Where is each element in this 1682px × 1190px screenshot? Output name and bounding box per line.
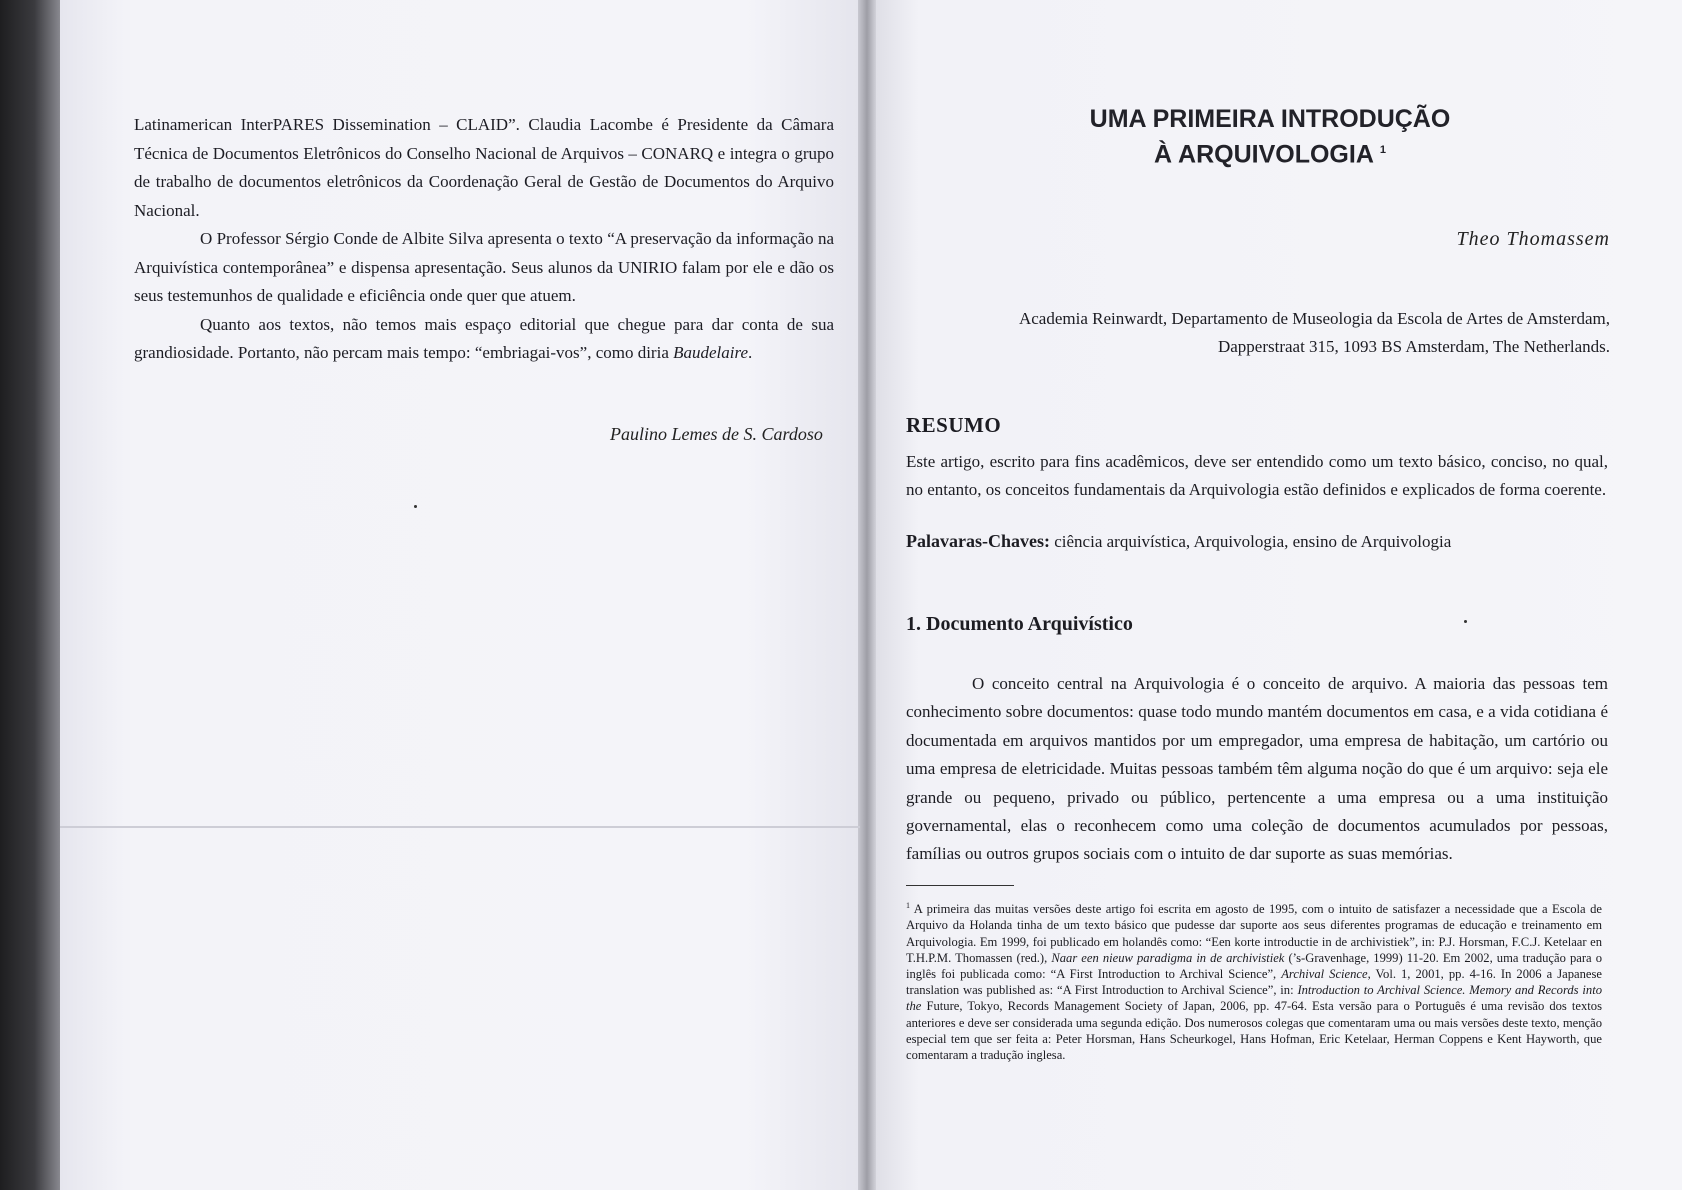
footnote	[906, 898, 1602, 1063]
body-paragraph: O conceito central na Arquivologia é o conceito de arquivo. A maioria das pessoas tem conhecimento sobre documentos: quase todo mundo mantém documentos em casa, e a vida cotidiana é documentada em arquivos mantidos por um empregador, uma empresa de habitação, um cartório ou uma empresa de eletricidade. Muitas pessoas também têm alguma noção do que é um arquivo: seja ele grande ou pequeno, privado ou público, pertencente a uma empresa ou a uma instituição governamental, elas o reconhecem como uma coleção de documentos acumulados por pessoas, famílias ou outros grupos sociais com o intuito de dar suporte as suas memórias.	[906, 674, 1608, 864]
footnote-mark: 1	[906, 901, 910, 910]
footnote-text-2: (’s-Gravenhage, 1999) 11-20. Em 2002, uma tradução para o inglês foi publicada como: “A First Introduction to Archival Science”,	[906, 950, 1602, 981]
body-text	[906, 670, 1608, 869]
title-line-1: UMA PRIMEIRA INTRODUÇÃO	[1089, 105, 1451, 133]
speck	[414, 505, 417, 508]
keywords-label: Palavaras-Chaves:	[906, 531, 1050, 551]
scanner-edge	[0, 0, 62, 1190]
keywords-text: ciência arquivística, Arquivologia, ensino de Arquivologia	[1049, 532, 1452, 551]
affiliation	[970, 305, 1610, 361]
left-paragraph-3-text: Quanto aos textos, não temos mais espaço editorial que chegue para dar conta de sua grandiosidade. Portanto, não percam mais tempo: “embriagai-vos”, como diria	[134, 314, 834, 362]
left-paragraph-1: Latinamerican InterPARES Dissemination – CLAID”. Claudia Lacombe é Presidente da Câmara Técnica de Documentos Eletrônicos do Conselho Nacional de Arquivos – CONARQ e integra o grupo de trabalho de documentos eletrônicos da Coordenação Geral de Gestão de Documentos do Arquivo Nacional.	[134, 115, 834, 220]
resumo-heading: RESUMO	[906, 413, 1002, 437]
book-gutter	[858, 0, 876, 1190]
page-fold-line	[60, 826, 860, 828]
left-text-block	[134, 111, 834, 368]
resumo-text: Este artigo, escrito para fins acadêmicos, deve ser entendido como um texto básico, conciso, no qual, no entanto, os conceitos fundamentais da Arquivologia estão definidos e explicados de forma coerente.	[906, 452, 1608, 499]
footnote-italic-2: Archival Science	[1281, 967, 1368, 981]
left-paragraph-3-italic: Baudelaire	[673, 343, 749, 362]
speck	[1464, 620, 1467, 623]
section-heading: 1. Documento Arquivístico	[906, 613, 1133, 635]
footnote-text-1: A primeira das muitas versões deste artigo foi escrita em agosto de 1995, com o intuito de satisfazer a necessidade que a Escola de Arquivo da Holanda tinha de um texto básico que pudesse dar suporte aos seus diferentes programas de educação e treinamento em Arquivologia. Em 1999, foi publicado em holandês como: “Een korte introductie in de archivistiek”, in: P.J. Horsman, F.C.J. Ketelaar en T.H.P.M. Thomassen (red.),	[906, 902, 1602, 965]
affiliation-line-2: Dapperstraat 315, 1093 BS Amsterdam, The Netherlands.	[1217, 337, 1610, 356]
footnote-text-4: Future, Tokyo, Records Management Society of Japan, 2006, pp. 47-64. Esta versão para o Português é uma revisão dos textos anteriores e deve ser considerada uma segunda edição. Dos numerosos colegas que comentaram uma ou mais versões deste texto, menção especial tem que ser feita a: Peter Horsman, Hans Scheurkogel, Hans Hofman, Eric Ketelaar, Herman Coppens e Kent Hayworth, que comentaram a tradução inglesa.	[906, 999, 1602, 1063]
author-name: Theo Thomassem	[1456, 228, 1610, 250]
title-line-2-text: À ARQUIVOLOGIA	[1153, 140, 1373, 169]
left-paragraph-3-end: .	[748, 343, 753, 362]
title-line-2	[1000, 135, 1540, 170]
footnote-rule	[906, 885, 1014, 886]
footnote-italic-3: Introduction to Archival Science. Memory and Records into the	[906, 983, 1602, 1014]
keywords	[906, 531, 1451, 552]
affiliation-line-1: Academia Reinwardt, Departamento de Museologia da Escola de Artes de Amsterdam,	[1018, 309, 1610, 328]
left-paragraph-3	[134, 311, 834, 368]
left-paragraph-2: O Professor Sérgio Conde de Albite Silva apresenta o texto “A preservação da informação na Arquivística contemporânea” e dispensa apresentação. Seus alunos da UNIRIO falam por ele e dão os seus testemunhos de qualidade e eficiência onde quer que atuem.	[134, 229, 834, 305]
signature: Paulino Lemes de S. Cardoso	[610, 424, 823, 444]
article-title	[1000, 104, 1540, 170]
footnote-text-3: , Vol. 1, 2001, pp. 4-16. In 2006 a Japanese translation was published as: “A First Introduction to Archival Science”, in:	[906, 967, 1603, 998]
footnote-italic-1: Naar een nieuw paradigma in de archivistiek	[1051, 950, 1285, 965]
title-footnote-mark: 1	[1379, 144, 1387, 156]
